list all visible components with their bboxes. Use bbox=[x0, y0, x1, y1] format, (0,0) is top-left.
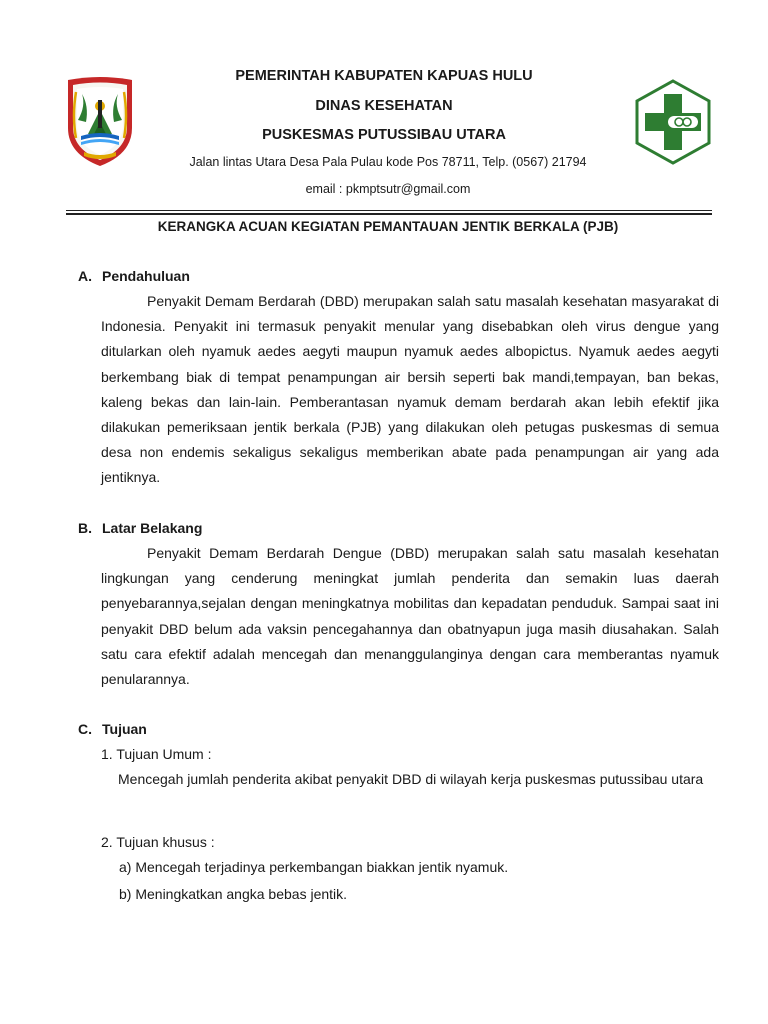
header-address: Jalan lintas Utara Desa Pala Pulau kode Pos 78711, Telp. (0567) 21794 bbox=[189, 155, 587, 169]
section-a-letter: A. bbox=[78, 268, 92, 284]
tujuan-khusus-label: 2. Tujuan khusus : bbox=[101, 834, 215, 850]
list-item: b) Meningkatkan angka bebas jentik. bbox=[119, 886, 348, 902]
list-item: a) Mencegah terjadinya perkembangan biakkan jentik nyamuk. bbox=[119, 859, 509, 875]
section-b-heading bbox=[78, 520, 202, 536]
section-c-title: Tujuan bbox=[102, 721, 147, 737]
header-government: PEMERINTAH KABUPATEN KAPUAS HULU bbox=[235, 68, 533, 84]
header-puskesmas: PUSKESMAS PUTUSSIBAU UTARA bbox=[262, 127, 506, 143]
section-b-title: Latar Belakang bbox=[102, 520, 203, 536]
document-title: KERANGKA ACUAN KEGIATAN PEMANTAUAN JENTIK BERKALA (PJB) bbox=[157, 219, 619, 234]
section-a-title: Pendahuluan bbox=[102, 268, 190, 284]
header-email: email : pkmptsutr@gmail.com bbox=[305, 182, 471, 196]
section-c-heading bbox=[78, 721, 147, 737]
tujuan-umum-label: 1. Tujuan Umum : bbox=[101, 746, 212, 762]
header-divider-thick bbox=[66, 213, 712, 215]
section-a-paragraph: Penyakit Demam Berdarah (DBD) merupakan salah satu masalah kesehatan masyarakat di Indonesia. Penyakit ini termasuk penyakit menular yang disebabkan oleh virus dengue yang ditularkan oleh nyamuk aedes aegyti maupun nyamuk aedes albopictus. Nyamuk aedes aegyti berkembang biak di tempat penampungan air bersih seperti bak mandi,tempayan, ban bekas, kaleng bekas dan lain-lain. Pemberantasan nyamuk demam berdarah akan lebih efektif jika dilakukan pemeriksaan jentik berkala (PJB) yang dilakukan oleh petugas puskesmas di semua desa non endemis sekaligus sekaligus memberikan abate pada penampungan air yang ada jentiknya. bbox=[101, 293, 719, 486]
section-c-letter: C. bbox=[78, 721, 92, 737]
puskesmas-emblem-icon bbox=[633, 78, 713, 166]
header-divider-thin bbox=[66, 210, 712, 211]
header-department: DINAS KESEHATAN bbox=[315, 98, 453, 114]
section-b-letter: B. bbox=[78, 520, 92, 536]
section-a-heading bbox=[78, 268, 190, 284]
section-b-paragraph: Penyakit Demam Berdarah Dengue (DBD) merupakan salah satu masalah kesehatan lingkungan yang cenderung meningkat jumlah penderita dan semakin luas daerah penyebarannya,sejalan dengan meningkatnya mobilitas dan kepadatan penduduk. Sampai saat ini penyakit DBD belum ada vaksin pencegahannya dan obatnyapun juga masih diusahakan. Salah satu cara efektif adalah mencegah dan menanggulanginya dengan cara memberantas nyamuk penularannya. bbox=[101, 545, 719, 688]
tujuan-umum-paragraph: Mencegah jumlah penderita akibat penyakit DBD di wilayah kerja puskesmas putussibau utara bbox=[118, 771, 704, 787]
